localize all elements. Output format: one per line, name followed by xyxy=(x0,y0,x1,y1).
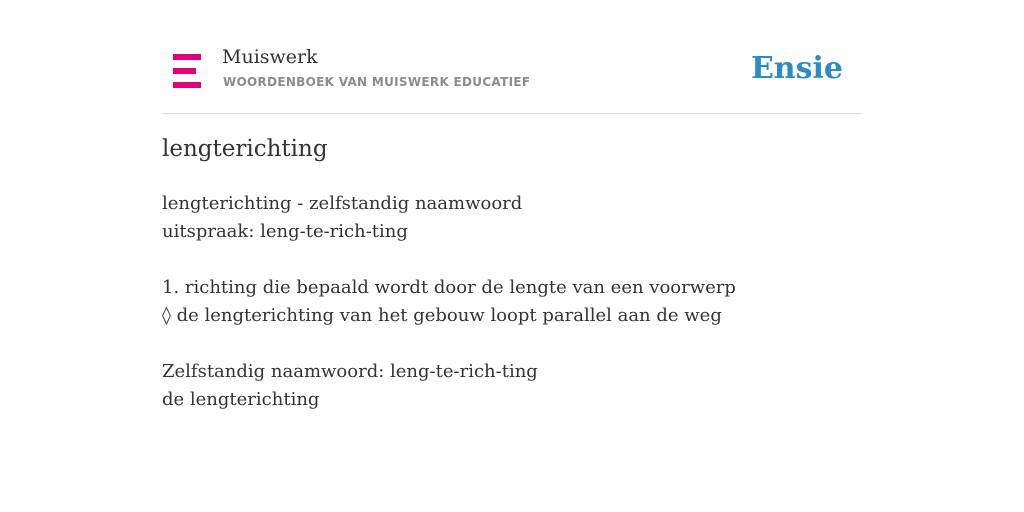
example-line: ◊ de lengterichting van het gebouw loopt parallel aan de weg xyxy=(162,305,722,326)
grammar-line: Zelfstandig naamwoord: leng-te-rich-ting xyxy=(162,361,538,382)
blank-line xyxy=(162,246,862,274)
definition-line: 1. richting die bepaald wordt door de lengte van een voorwerp xyxy=(162,277,736,298)
publication-subtitle: WOORDENBOEK VAN MUISWERK EDUCATIEF xyxy=(223,75,531,89)
entry-body xyxy=(162,190,862,414)
entry-heading: lengterichting xyxy=(162,136,328,162)
article-line: de lengterichting xyxy=(162,389,320,410)
publication-title: Muiswerk xyxy=(222,46,318,68)
word-class-line: lengterichting - zelfstandig naamwoord xyxy=(162,193,523,214)
blank-line xyxy=(162,330,862,358)
page-header xyxy=(162,40,862,114)
ensie-brand-link[interactable]: Ensie xyxy=(750,51,843,86)
pronunciation-line: uitspraak: leng-te-rich-ting xyxy=(162,221,408,242)
muiswerk-e-logo-icon xyxy=(173,54,201,88)
